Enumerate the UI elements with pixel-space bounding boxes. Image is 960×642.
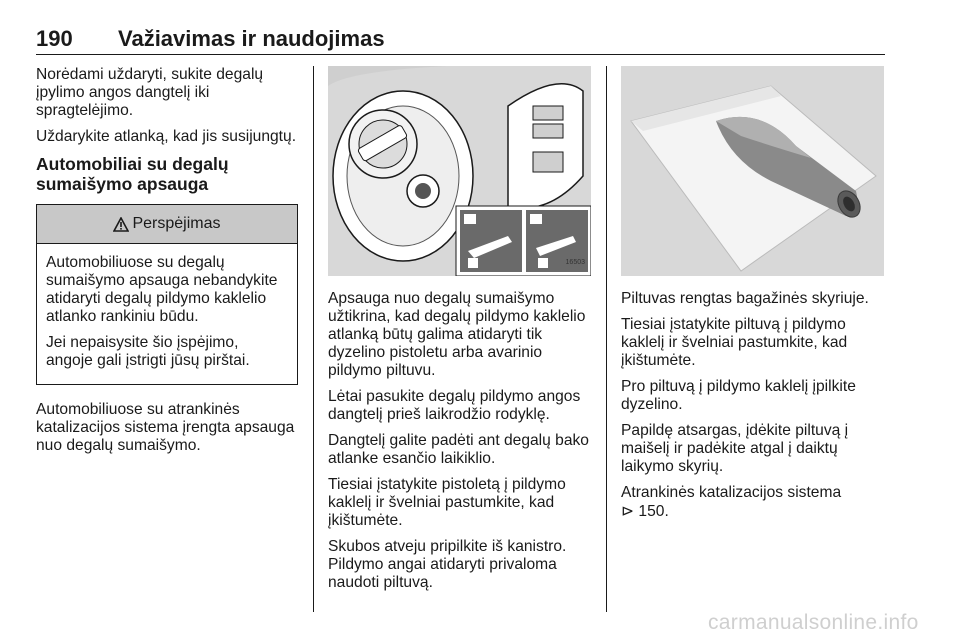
warning-header <box>37 205 297 244</box>
paragraph-insert-funnel: Tiesiai įstatykite piltuvą į pildymo kaklelį ir švelniai pastumkite, kad įkištumėte. <box>621 316 848 369</box>
page-reference-link[interactable]: 150. <box>638 503 669 520</box>
paragraph-scr-system: Automobiliuose su atrankinės katalizacijos sistema įrengta apsauga nuo degalų sumaišymo. <box>36 401 295 454</box>
section-heading: Automobiliai su degalų sumaišymo apsauga <box>36 154 229 194</box>
page-header <box>36 26 885 55</box>
paragraph-insert-nozzle: Tiesiai įstatykite pistoletą į pildymo kaklelį ir švelniai pastumkite, kad įkištumėte. <box>328 476 566 529</box>
column-divider-1 <box>313 66 314 612</box>
paragraph-store-funnel: Papildę atsargas, įdėkite piltuvą į maišelį ir padėkite atgal į daiktų laikymo skyrių. <box>621 422 849 475</box>
warning-text-2: Jei nepaisysite šio įspėjimo, angoje gali įstrigti jūsų pirštai. <box>46 334 250 369</box>
warning-triangle-icon <box>113 217 129 232</box>
paragraph-close-cap: Norėdami uždaryti, sukite degalų įpylimo angos dangtelį iki spragtelėjimo. <box>36 66 264 119</box>
column-divider-2 <box>606 66 607 612</box>
paragraph-close-flap: Uždarykite atlanką, kad jis susijungtų. <box>36 128 297 145</box>
fuel-filler-illustration <box>328 66 591 276</box>
funnel-illustration <box>621 66 884 276</box>
paragraph-misfuel-protection: Apsauga nuo degalų sumaišymo užtikrina, kad degalų pildymo kaklelio atlanką būtų galima atidaryti tik dyzelino pistoletu arba avarinio pildymo piltuvu. <box>328 290 586 379</box>
page-number: 190 <box>36 26 73 51</box>
fuel-filler-drawing <box>328 66 591 276</box>
paragraph-turn-cap: Lėtai pasukite degalų pildymo angos dangtelį prieš laikrodžio rodyklę. <box>328 388 581 423</box>
paragraph-emergency-fill: Skubos atveju pripilkite iš kanistro. Pildymo angai atidaryti privaloma naudoti piltuvą. <box>328 538 567 591</box>
column-left <box>36 66 298 463</box>
page-reference-arrow-icon: ⊳ <box>621 502 635 520</box>
paragraph-pour-diesel: Pro piltuvą į pildymo kaklelį įpilkite dyzelino. <box>621 378 856 413</box>
paragraph-cap-holder: Dangtelį galite padėti ant degalų bako atlanke esančio laikiklio. <box>328 432 589 467</box>
column-middle <box>328 66 594 600</box>
warning-title: Perspėjimas <box>132 215 221 232</box>
scr-reference-text: Atrankinės katalizacijos sistema <box>621 484 842 501</box>
paragraph-funnel-location: Piltuvas rengtas bagažinės skyriuje. <box>621 290 869 307</box>
warning-text-1: Automobiliuose su degalų sumaišymo apsauga nebandykite atidaryti degalų pildymo kaklelio atlanko rankiniu būdu. <box>46 254 278 325</box>
paragraph-scr-reference <box>621 484 883 521</box>
figure-id: 16503 <box>565 259 585 266</box>
page-title: Važiavimas ir naudojimas <box>118 26 385 51</box>
warning-box <box>36 204 298 385</box>
funnel-drawing <box>621 66 884 276</box>
watermark: carmanualsonline.info <box>708 611 919 634</box>
column-right <box>621 66 883 529</box>
warning-body <box>37 244 297 384</box>
